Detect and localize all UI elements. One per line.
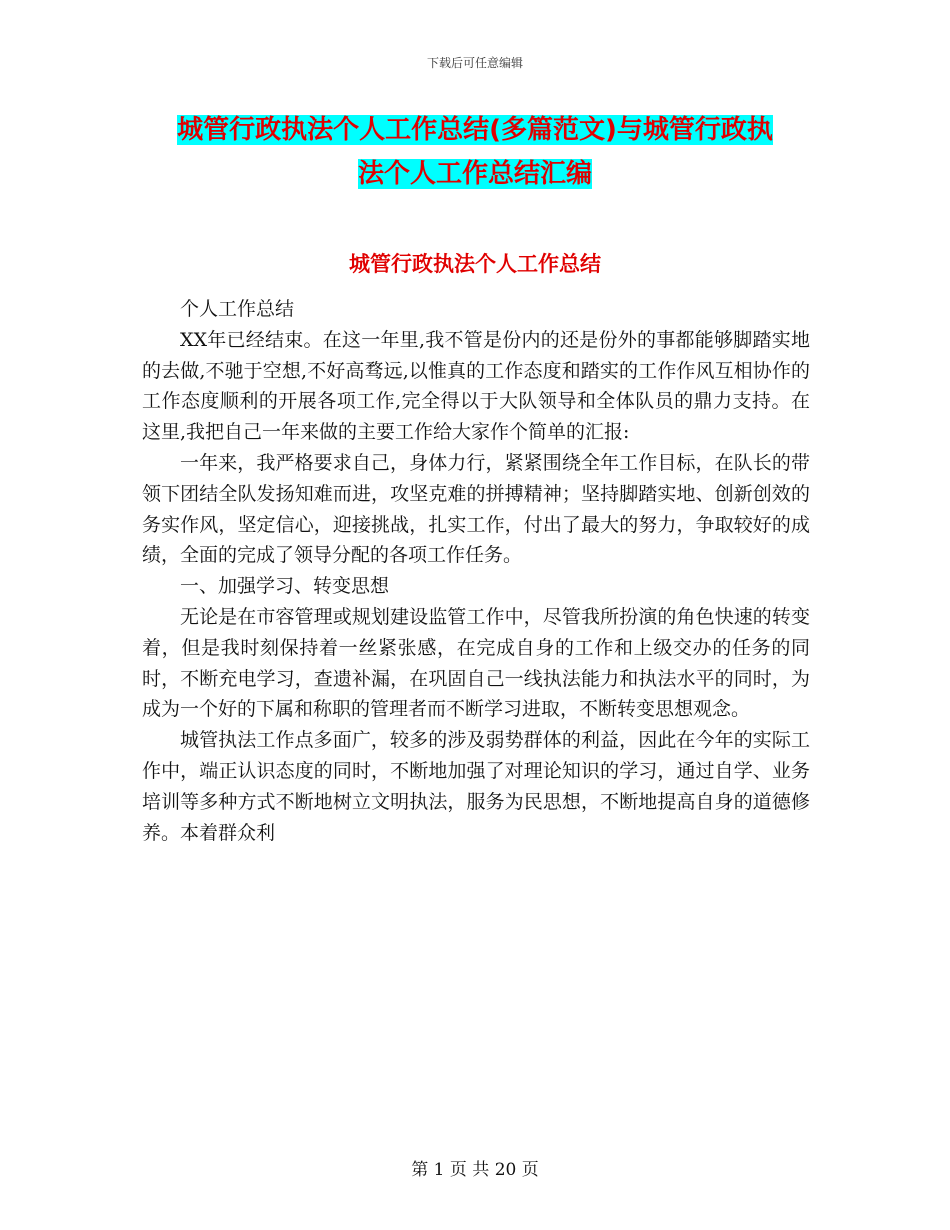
paragraph: 城管执法工作点多面广，较多的涉及弱势群体的利益，因此在今年的实际工作中，端正认识态度的同时，不断地加强了对理论知识的学习，通过自学、业务培训等多种方式不断地树立文明执法，服务为民思想，不断地提高自身的道德修养。本着群众利 xyxy=(142,729,810,844)
document-title xyxy=(140,108,810,196)
paragraph-heading: 一、加强学习、转变思想 xyxy=(180,575,390,598)
document-title-line-1: 城管行政执法个人工作总结(多篇范文)与城管行政执 xyxy=(177,115,773,145)
paragraph: 无论是在市容管理或规划建设监管工作中，尽管我所扮演的角色快速的转变着，但是我时刻保持着一丝紧张感，在完成自身的工作和上级交办的任务的同时，不断充电学习，查遗补漏，在巩固自己一线执法能力和执法水平的同时，为成为一个好的下属和称职的管理者而不断学习进取，不断转变思想观念。 xyxy=(142,605,810,721)
page-footer: 第 1 页 共 20 页 xyxy=(411,1160,539,1180)
paragraph: 个人工作总结 xyxy=(180,298,295,320)
document-body xyxy=(142,294,810,848)
section-title: 城管行政执法个人工作总结 xyxy=(349,252,601,276)
document-title-line-2: 法个人工作总结汇编 xyxy=(357,159,592,189)
paragraph: 一年来，我严格要求自己，身体力行，紧紧围绕全年工作目标，在队长的带领下团结全队发扬知难而进，攻坚克难的拼搏精神；坚持脚踏实地、创新创效的务实作风，坚定信心，迎接挑战，扎实工作，付出了最大的努力，争取较好的成绩，全面的完成了领导分配的各项工作任务。 xyxy=(142,451,810,567)
header-note: 下载后可任意编辑 xyxy=(426,56,523,70)
paragraph: XX年已经结束。在这一年里,我不管是份内的还是份外的事都能够脚踏实地的去做,不驰于空想,不好高骛远,以惟真的工作态度和踏实的工作作风互相协作的工作态度顺利的开展各项工作,完全得以于大队领导和全体队员的鼎力支持。在这里,我把自己一年来做的主要工作给大家作个简单的汇报: xyxy=(142,328,810,444)
